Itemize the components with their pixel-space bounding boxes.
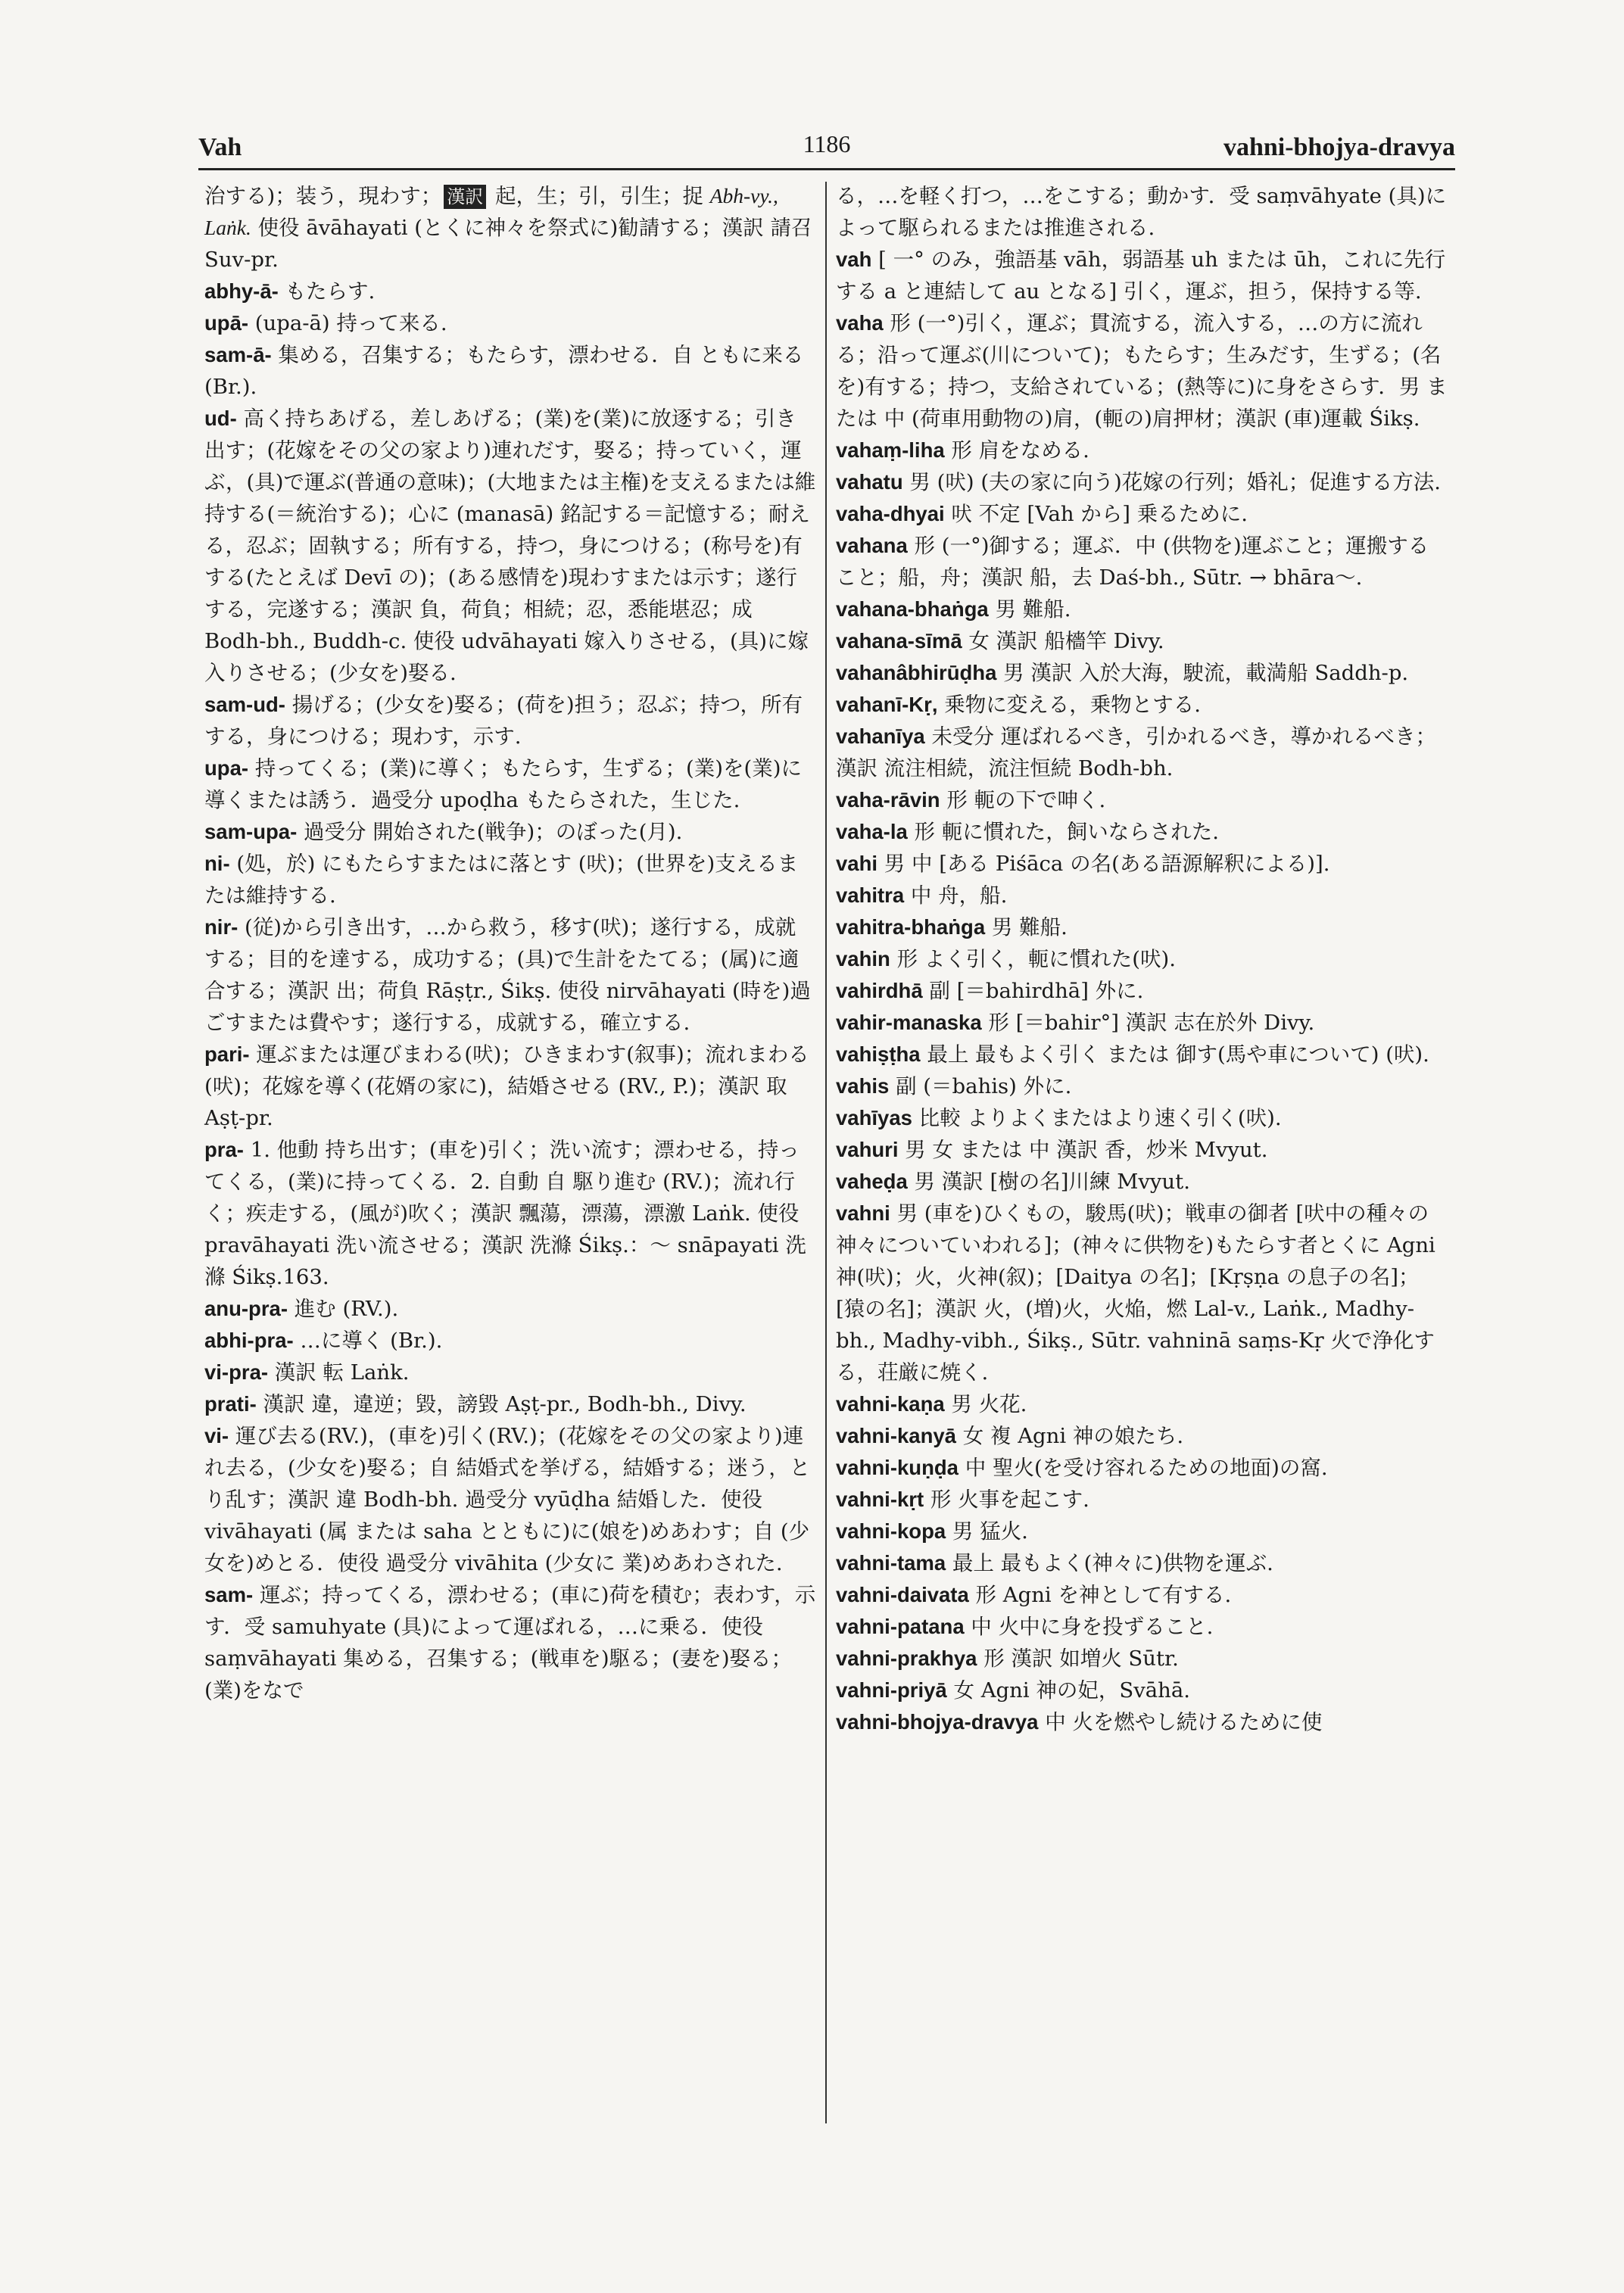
entry-headword: vi-pra- xyxy=(204,1360,269,1384)
entry-definition: 漢訳 違，違逆；毀，謗毀 Aṣṭ-pr., Bodh-bh., Divy. xyxy=(256,1392,747,1416)
header-rule xyxy=(198,168,1455,170)
dictionary-entry xyxy=(836,721,1448,784)
entry-headword: vahiṣṭha xyxy=(836,1042,921,1066)
dictionary-entry xyxy=(836,1102,1448,1134)
dictionary-entry xyxy=(204,911,816,1039)
entry-definition: 起，生；引，引生；捉 xyxy=(488,184,710,208)
entry-definition: 女 Agni 神の妃，Svāhā. xyxy=(946,1678,1191,1703)
entry-headword: vahana-sīmā xyxy=(836,629,962,653)
dictionary-entry xyxy=(204,1325,816,1357)
entry-definition: 1. 他動 持ち出す；(車を)引く；洗い流す；漂わせる，持ってくる，(業)に持ってくる．2. 自動 自 駆り進む (RV.)；流れ行く；疾走する，(風が)吹く；漢訳 飄蕩，漂蕩，漂激 Laṅk. 使役 pravāhayati 洗い流させる；漢訳 洗滌 Śikṣ.：～ snāpayati 洗滌 Śikṣ.163. xyxy=(204,1138,806,1289)
entry-headword: vahīyas xyxy=(836,1106,912,1129)
entry-headword: vahni-kanyā xyxy=(836,1424,956,1447)
entry-headword: abhi-pra- xyxy=(204,1329,294,1352)
dictionary-entry xyxy=(204,1134,816,1293)
entry-definition: 形 よく引く，軛に慣れた(吠). xyxy=(890,947,1176,971)
entry-headword: vahuri xyxy=(836,1138,899,1161)
dictionary-entry xyxy=(204,1579,816,1706)
page-header xyxy=(198,130,1455,168)
entry-definition: 形 [＝bahir°] 漢訳 志在於外 Divy. xyxy=(981,1011,1315,1035)
dictionary-entry xyxy=(836,1516,1448,1547)
entry-definition: (従)から引き出す，…から救う，移す(吠)；遂行する，成就する；目的を達する，成功する；(具)で生計をたてる；(属)に適合する；漢訳 出；荷負 Rāṣṭr., Śikṣ. 使役 nirvāhayati (時を)過ごすまたは費やす；遂行する，成就する，確立する. xyxy=(204,915,811,1035)
dictionary-entry xyxy=(836,880,1448,911)
entry-definition: 形 肩をなめる. xyxy=(944,438,1089,463)
entry-headword: vahir-manaska xyxy=(836,1011,982,1034)
entry-definition: 男 猛火. xyxy=(946,1519,1028,1544)
dictionary-entry xyxy=(836,594,1448,625)
entry-headword: vahitra xyxy=(836,883,905,907)
entry-headword: vahatu xyxy=(836,470,903,494)
entry-definition: [ 一° のみ，強語基 vāh，弱語基 uh または ūh，これに先行する a と連結して au となる] 引く，運ぶ，担う，保持する等. xyxy=(836,248,1446,304)
entry-headword: vahin xyxy=(836,947,890,970)
dictionary-entry xyxy=(204,339,816,403)
dictionary-entry xyxy=(836,784,1448,816)
dictionary-entry xyxy=(836,180,1448,244)
entry-headword: vaheḍa xyxy=(836,1170,908,1193)
entry-definition: 男 中 [ある Piśāca の名(ある語源解釈による)]. xyxy=(877,852,1330,876)
dictionary-entry xyxy=(836,1547,1448,1579)
dictionary-entry xyxy=(204,1357,816,1388)
entry-headword: vahis xyxy=(836,1074,890,1098)
dictionary-entry xyxy=(836,848,1448,880)
entry-definition: 形 (一°)引く，運ぶ；貫流する，流入する，…の方に流れる；沿って運ぶ(川について)；もたらす；生みだす，生ずる；(名を)有する；持つ，支給されている；(熱等に)に身をさらす．男 または 中 (荷車用動物の)肩，(軛の)肩押材；漢訳 (車)運載 Śikṣ. xyxy=(836,311,1448,431)
entry-definition: 未受分 運ばれるべき，引かれるべき，導かれるべき；漢訳 流注相続，流注恒続 Bodh-bh. xyxy=(836,724,1436,780)
entry-definition: 吠 不定 [Vah から] 乗るために. xyxy=(944,502,1248,526)
dictionary-entry xyxy=(204,307,816,339)
kanyaku-tag: 漢訳 xyxy=(444,185,486,209)
dictionary-entry xyxy=(836,1579,1448,1611)
entry-headword: vaha-rāvin xyxy=(836,788,940,812)
dictionary-entry xyxy=(836,1484,1448,1516)
entry-headword: vahni-bhojya-dravya xyxy=(836,1710,1039,1734)
entry-headword: vahirdhā xyxy=(836,979,923,1002)
page-number: 1186 xyxy=(803,130,851,157)
entry-headword: vahni-priyā xyxy=(836,1678,947,1702)
entry-headword: ud- xyxy=(204,407,237,430)
dictionary-entry xyxy=(836,816,1448,848)
entry-headword: vahni-kuṇḍa xyxy=(836,1456,959,1479)
entry-headword: vaha-la xyxy=(836,820,908,843)
entry-definition: …に導く (Br.). xyxy=(293,1329,443,1353)
entry-definition: 形 (一°)御する；運ぶ．中 (供物を)運ぶこと；運搬すること；船，舟；漢訳 船，去 Daś-bh., Sūtr. → bhāra～. xyxy=(836,534,1429,590)
entry-headword: pari- xyxy=(204,1042,250,1066)
entry-definition: 漢訳 転 Laṅk. xyxy=(268,1360,410,1385)
entry-headword: upā- xyxy=(204,311,249,335)
entry-definition: 男 難船. xyxy=(988,597,1071,622)
dictionary-entry xyxy=(204,848,816,911)
dictionary-entry xyxy=(836,1198,1448,1388)
right-column xyxy=(836,180,1448,1738)
entry-definition: (upa-ā) 持って来る. xyxy=(248,311,447,335)
entry-definition: (処，於) にもたらすまたはに落とす (吠)；(世界を)支えるまたは維持する. xyxy=(204,852,799,908)
entry-definition: 中 火中に身を投ずること. xyxy=(964,1615,1214,1639)
header-left-guideword: Vah xyxy=(198,133,242,161)
entry-definition: 形 火事を起こす. xyxy=(924,1488,1089,1512)
entry-headword: abhy-ā- xyxy=(204,279,279,303)
dictionary-entry xyxy=(836,1039,1448,1070)
entry-headword: vahanīya xyxy=(836,724,925,748)
dictionary-entry xyxy=(836,1611,1448,1643)
entry-headword: vahni-kṛt xyxy=(836,1488,924,1511)
dictionary-entry xyxy=(204,180,816,276)
dictionary-entry xyxy=(836,625,1448,657)
dictionary-entry xyxy=(204,816,816,848)
dictionary-entry xyxy=(836,1070,1448,1102)
entry-headword: sam-ud- xyxy=(204,693,285,716)
entry-headword: vahanâbhirūḍha xyxy=(836,661,997,684)
dictionary-entry xyxy=(204,752,816,816)
entry-headword: vahni xyxy=(836,1201,890,1225)
entry-definition: 男 (車を)ひくもの，駿馬(吠)；戦車の御者 [吠中の種々の神々についていわれる]；(神々に供物を)もたらす者とくに Agni 神(吠)；火，火神(叙)；[Daitya の名]；[Kṛṣṇa の息子の名]；[猿の名]；漢訳 火，(増)火，火焔，燃 Lal-v., Laṅk., Madhy-bh., Madhy-vibh., Śikṣ., Sūtr. vahninā saṃs-Kṛ 火で浄化する，荘厳に焼く. xyxy=(836,1201,1435,1385)
entry-definition: 比較 よりよくまたはより速く引く(吠). xyxy=(912,1106,1282,1130)
entry-definition: 運び去る(RV.)，(車を)引く(RV.)；(花嫁をその父の家より)連れ去る，(少女を)娶る；自 結婚式を挙げる，結婚する；迷う，とり乱す；漢訳 違 Bodh-bh. 過受分 vyūḍha 結婚した．使役 vivāhayati (属 または saha とともに)に(娘を)めあわす；自 (少女を)めとる．使役 過受分 vivāhita (少女に 業)めあわされた. xyxy=(204,1424,811,1575)
entry-definition: 運ぶまたは運びまわる(吠)；ひきまわす(叙事)；流れまわる(吠)；花嫁を導く(花婿の家に)，結婚させる (RV., P.)；漢訳 取 Aṣṭ-pr. xyxy=(204,1042,809,1130)
entry-definition: 集める，召集する；もたらす，漂わせる．自 ともに来る (Br.). xyxy=(204,343,804,399)
dictionary-entry xyxy=(836,1675,1448,1706)
entry-definition: 男 難船. xyxy=(985,915,1068,939)
entry-definition: 揚げる；(少女を)娶る；(荷を)担う；忍ぶ；持つ，所有する，身につける；現わす，示す. xyxy=(204,693,803,749)
column-divider xyxy=(825,182,827,2123)
dictionary-entry xyxy=(836,1420,1448,1452)
entry-headword: vaha-dhyai xyxy=(836,502,945,525)
dictionary-entry xyxy=(836,1388,1448,1420)
left-column xyxy=(204,180,816,1706)
dictionary-entry xyxy=(204,276,816,307)
entry-definition: 過受分 開始された(戦争)；のぼった(月). xyxy=(297,820,683,844)
entry-headword: anu-pra- xyxy=(204,1297,288,1320)
entry-headword: vahni-prakhya xyxy=(836,1647,977,1670)
entry-definition: 男 女 または 中 漢訳 香，炒米 Mvyut. xyxy=(898,1138,1268,1162)
entry-headword: vahaṃ-liha xyxy=(836,438,945,462)
entry-headword: vahni-daivata xyxy=(836,1583,969,1606)
entry-headword: prati- xyxy=(204,1392,257,1416)
entry-definition: 形 軛の下で呻く. xyxy=(940,788,1106,812)
dictionary-entry xyxy=(836,466,1448,498)
dictionary-entry xyxy=(836,498,1448,530)
dictionary-entry xyxy=(204,689,816,752)
entry-definition: 男 漢訳 入於大海，駛流，載満船 Saddh-p. xyxy=(996,661,1409,685)
entry-definition: もたらす. xyxy=(278,279,376,304)
dictionary-entry xyxy=(836,307,1448,435)
dictionary-entry xyxy=(836,244,1448,307)
entry-headword: sam- xyxy=(204,1583,254,1606)
entry-definition: 進む (RV.). xyxy=(288,1297,399,1321)
dictionary-entry xyxy=(836,1643,1448,1675)
dictionary-entry xyxy=(836,943,1448,975)
entry-definition: 男 (吠) (夫の家に向う)花嫁の行列；婚礼；促進する方法. xyxy=(902,470,1442,494)
dictionary-entry xyxy=(204,1293,816,1325)
dictionary-entry xyxy=(836,1134,1448,1166)
entry-definition: 持ってくる；(業)に導く；もたらす，生ずる；(業)を(業)に導くまたは誘う．過受分 upoḍha もたらされた，生じた. xyxy=(204,756,802,812)
entry-definition: 形 Agni を神として有する. xyxy=(968,1583,1232,1607)
dictionary-entry xyxy=(204,1420,816,1579)
entry-headword: vahni-kopa xyxy=(836,1519,946,1543)
entry-definition: る，…を軽く打つ，…をこする；動かす．受 saṃvāhyate (具)によって駆られるまたは推進される. xyxy=(836,184,1447,240)
entry-definition: 最上 最もよく(神々に)供物を運ぶ. xyxy=(946,1551,1273,1575)
entry-definition: 形 漢訳 如増火 Sūtr. xyxy=(977,1647,1179,1671)
dictionary-entry xyxy=(836,1007,1448,1039)
entry-definition: 中 聖火(を受け容れるための地面)の窩. xyxy=(958,1456,1328,1480)
header-right-guideword: vahni-bhojya-dravya xyxy=(1223,133,1455,161)
entry-definition: 副 [＝bahirdhā] 外に. xyxy=(922,979,1144,1003)
dictionary-entry xyxy=(836,1166,1448,1198)
source-abbrev: Abh-vy., Laṅk. xyxy=(204,184,778,239)
entry-definition: 運ぶ；持ってくる，漂わせる；(車に)荷を積む；表わす，示す．受 samuhyate (具)によって運ばれる，…に乗る．使役 saṃvāhayati 集める，召集する；(戦車を)駆る；(妻を)娶る；(業)をなで xyxy=(204,1583,816,1703)
dictionary-entry xyxy=(204,1388,816,1420)
dictionary-entry xyxy=(204,403,816,689)
dictionary-entry xyxy=(836,435,1448,466)
dictionary-entry xyxy=(204,1039,816,1134)
entry-headword: sam-ā- xyxy=(204,343,272,366)
dictionary-entry xyxy=(836,1452,1448,1484)
entry-headword: vahitra-bhaṅga xyxy=(836,915,986,939)
entry-definition: 女 漢訳 船檣竿 Divy. xyxy=(962,629,1164,653)
entry-definition: 形 軛に慣れた，飼いならされた. xyxy=(907,820,1220,844)
entry-definition: 男 火花. xyxy=(944,1392,1027,1416)
entry-definition: 最上 最もよく引く または 御す(馬や車について) (吠). xyxy=(920,1042,1429,1067)
dictionary-entry xyxy=(836,689,1448,721)
entry-headword: vahi xyxy=(836,852,878,875)
entry-headword: vi- xyxy=(204,1424,229,1447)
entry-definition: 中 舟，船. xyxy=(904,883,1008,908)
entry-definition: 使役 āvāhayati (とくに神々を祭式に)勧請する；漢訳 請召 Suv-pr. xyxy=(204,216,812,272)
entry-headword: vahni-tama xyxy=(836,1551,946,1575)
entry-headword: vahanī-Kṛ, xyxy=(836,693,938,716)
entry-headword: upa- xyxy=(204,756,249,780)
entry-headword: vahana-bhaṅga xyxy=(836,597,989,621)
entry-definition: 治する)；装う，現わす； xyxy=(204,184,442,208)
dictionary-entry xyxy=(836,911,1448,943)
entry-definition: 高く持ちあげる，差しあげる；(業)を(業)に放逐する；引き出す；(花嫁をその父の家より)連れだす，娶る；持っていく，運ぶ，(具)で運ぶ(普通の意味)；(大地または主権)を支えるまたは維持する(＝統治する)；心に (manasā) 銘記する＝記憶する；耐える，忍ぶ；固執する；所有する，持つ，身につける；(称号を)有する(たとえば Devī の)；(ある感情を)現わすまたは示す；遂行する，完遂する；漢訳 負，荷負；相続；忍，悉能堪忍；成 Bodh-bh., Buddh-c. 使役 udvāhayati 嫁入りさせる，(具)に嫁入りさせる；(少女を)娶る. xyxy=(204,407,816,685)
entry-headword: nir- xyxy=(204,915,238,939)
entry-headword: vahni-kaṇa xyxy=(836,1392,945,1416)
entry-definition: 中 火を燃やし続けるために使 xyxy=(1038,1710,1323,1734)
entry-headword: sam-upa- xyxy=(204,820,298,843)
entry-headword: pra- xyxy=(204,1138,244,1161)
entry-headword: vahana xyxy=(836,534,908,557)
dictionary-entry xyxy=(836,530,1448,594)
entry-headword: vah xyxy=(836,248,872,271)
entry-headword: vahni-patana xyxy=(836,1615,965,1638)
entry-definition: 副 (＝bahis) 外に. xyxy=(889,1074,1072,1098)
dictionary-entry xyxy=(836,1706,1448,1738)
entry-definition: 乗物に変える，乗物とする. xyxy=(937,693,1201,717)
entry-definition: 女 複 Agni 神の娘たち. xyxy=(955,1424,1184,1448)
entry-headword: ni- xyxy=(204,852,230,875)
entry-definition: 男 漢訳 [樹の名]川練 Mvyut. xyxy=(907,1170,1190,1194)
dictionary-entry xyxy=(836,975,1448,1007)
dictionary-entry xyxy=(836,657,1448,689)
entry-headword: vaha xyxy=(836,311,884,335)
